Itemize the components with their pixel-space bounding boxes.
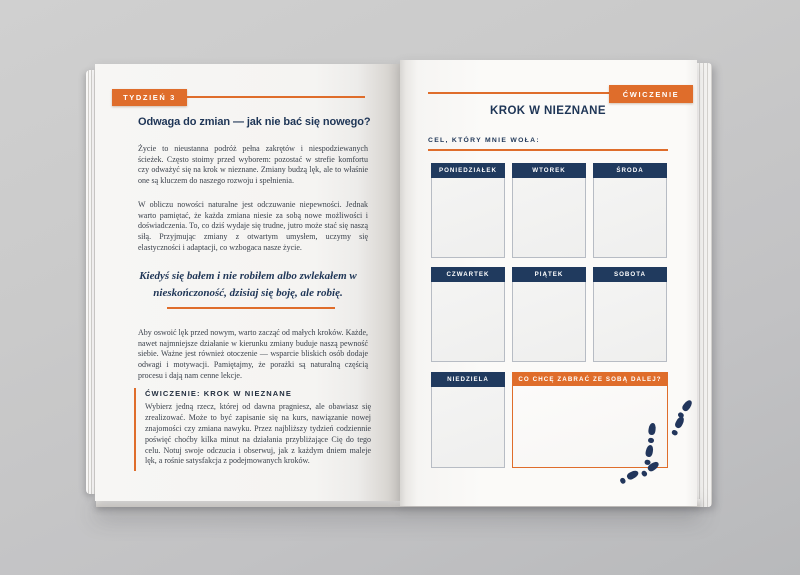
day-card-header: PIĄTEK	[512, 267, 586, 282]
day-card-saturday	[593, 267, 667, 362]
week-tab-rule	[187, 96, 365, 98]
exercise-tab-rule	[428, 92, 610, 94]
day-card-header: CZWARTEK	[431, 267, 505, 282]
day-writing-area	[431, 387, 505, 468]
paragraph: Aby oswoić lęk przed nowym, warto zacząć od małych kroków. Każde, nawet najmniejsze działanie w kierunku zmiany buduje naszą pewność siebie. Ważne jest również otoczenie — wsparcie bliskich osób dodaje odwagi i motywacji. Pamiętajmy, że porażki są naturalną częścią procesu i dają nam cenne lekcje.	[138, 328, 368, 380]
day-card-monday	[431, 163, 505, 258]
exercise-tab	[609, 85, 693, 103]
quote-rule	[167, 307, 335, 309]
page-stack-right	[696, 63, 712, 507]
pull-quote: Kiedyś się bałem i nie robiłem albo zwlekałem w nieskończoność, dzisiaj się boję, ale robię.	[139, 270, 357, 299]
paragraph: W obliczu nowości naturalne jest odczuwanie niepewności. Jednak warto pamiętać, że każda zmiana niesie za sobą nowe możliwości i doświadczenia. To, co dziś wydaje się trudne, jutro może stać się naszą siłą. Przyjmując zmiany z otwartym umysłem, uczymy się elastyczności i adaptacji, co wzbogaca nasze życie.	[138, 200, 368, 252]
open-workbook	[86, 58, 712, 508]
day-writing-area	[512, 282, 586, 362]
exercise-label: ĆWICZENIE: KROK W NIEZNANE	[145, 389, 292, 398]
paragraph: Życie to nieustanna podróż pełna zakrętów i niespodziewanych ścieżek. Często stoimy przed wyborem: pozostać w strefie komfortu czy odważyć się na krok w nieznane. Zmiany budzą lęk, ale to właśnie one są kluczem do naszego rozwoju i spełnienia.	[138, 144, 368, 186]
day-card-header: PONIEDZIAŁEK	[431, 163, 505, 178]
day-card-header: NIEDZIELA	[431, 372, 505, 387]
day-card-wednesday	[593, 163, 667, 258]
footprint-icon	[675, 398, 695, 421]
day-card-sunday	[431, 372, 505, 468]
day-card-friday	[512, 267, 586, 362]
day-card-header: SOBOTA	[593, 267, 667, 282]
worksheet-title: KROK W NIEZNANE	[490, 105, 606, 117]
day-writing-area	[512, 178, 586, 258]
exercise-text: Wybierz jedną rzecz, której od dawna pragniesz, ale obawiasz się zrealizować. Może to być zapisanie się na kurs, nawiązanie nowej znajomości czy zmiana nawyku. Przez najbliższy tydzień codziennie poświęć choćby kilka minut na działania przybliżające Cię do tego celu. Notuj swoje odczucia i obserwuj, jak z każdym dniem maleje lęk, a rośnie satysfakcja z podejmowanych kroków.	[145, 402, 371, 466]
day-writing-area	[593, 178, 667, 258]
week-tab	[112, 89, 187, 106]
exercise-box	[134, 388, 371, 471]
goal-label: CEL, KTÓRY MNIE WOŁA:	[428, 137, 540, 144]
chapter-heading: Odwaga do zmian — jak nie bać się nowego?	[138, 116, 371, 128]
day-card-tuesday	[512, 163, 586, 258]
left-page	[95, 64, 400, 501]
day-card-header: ŚRODA	[593, 163, 667, 178]
exercise-tab-label: ĆWICZENIE	[622, 89, 680, 99]
day-writing-area	[431, 178, 505, 258]
day-writing-area	[593, 282, 667, 362]
day-card-header: WTOREK	[512, 163, 586, 178]
week-tab-label: TYDZIEŃ 3	[123, 93, 176, 102]
goal-rule	[428, 149, 668, 151]
day-writing-area	[431, 282, 505, 362]
right-page	[400, 60, 697, 506]
day-card-thursday	[431, 267, 505, 362]
takeaway-card-header: CO CHCĘ ZABRAĆ ZE SOBĄ DALEJ?	[512, 372, 668, 386]
